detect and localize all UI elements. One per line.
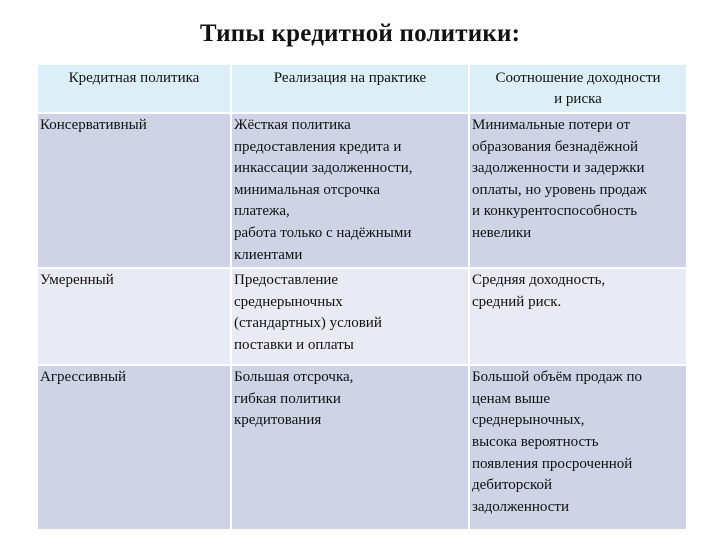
table-row-moderate — [38, 269, 686, 364]
table-row-conservative — [38, 114, 686, 267]
header-credit-policy: Кредитная политика — [38, 65, 230, 112]
credit-policy-table — [36, 63, 688, 531]
policy-type-cell: Агрессивный — [38, 366, 230, 529]
header-risk-return: Соотношение доходности и риска — [470, 65, 686, 112]
policy-type-cell: Умеренный — [38, 269, 230, 364]
table-row-aggressive — [38, 366, 686, 529]
risk-return-cell: Большой объём продаж по ценам выше среднерыночных, высока вероятность появления просроченной дебиторской задолженности — [470, 366, 686, 529]
practice-cell: Жёсткая политика предоставления кредита и инкассации задолженности, минимальная отсрочка платежа, работа только с надёжными клиентами — [232, 114, 468, 267]
practice-cell: Предоставление среднерыночных (стандартных) условий поставки и оплаты — [232, 269, 468, 364]
policy-type-cell: Консервативный — [38, 114, 230, 267]
risk-return-cell: Средняя доходность, средний риск. — [470, 269, 686, 364]
risk-return-cell: Минимальные потери от образования безнадёжной задолженности и задержки оплаты, но уровень продаж и конкурентоспособность невелики — [470, 114, 686, 267]
page-title: Типы кредитной политики: — [199, 20, 521, 47]
practice-cell: Большая отсрочка, гибкая политики кредитования — [232, 366, 468, 529]
table-header-row — [38, 65, 686, 112]
header-practice: Реализация на практике — [232, 65, 468, 112]
